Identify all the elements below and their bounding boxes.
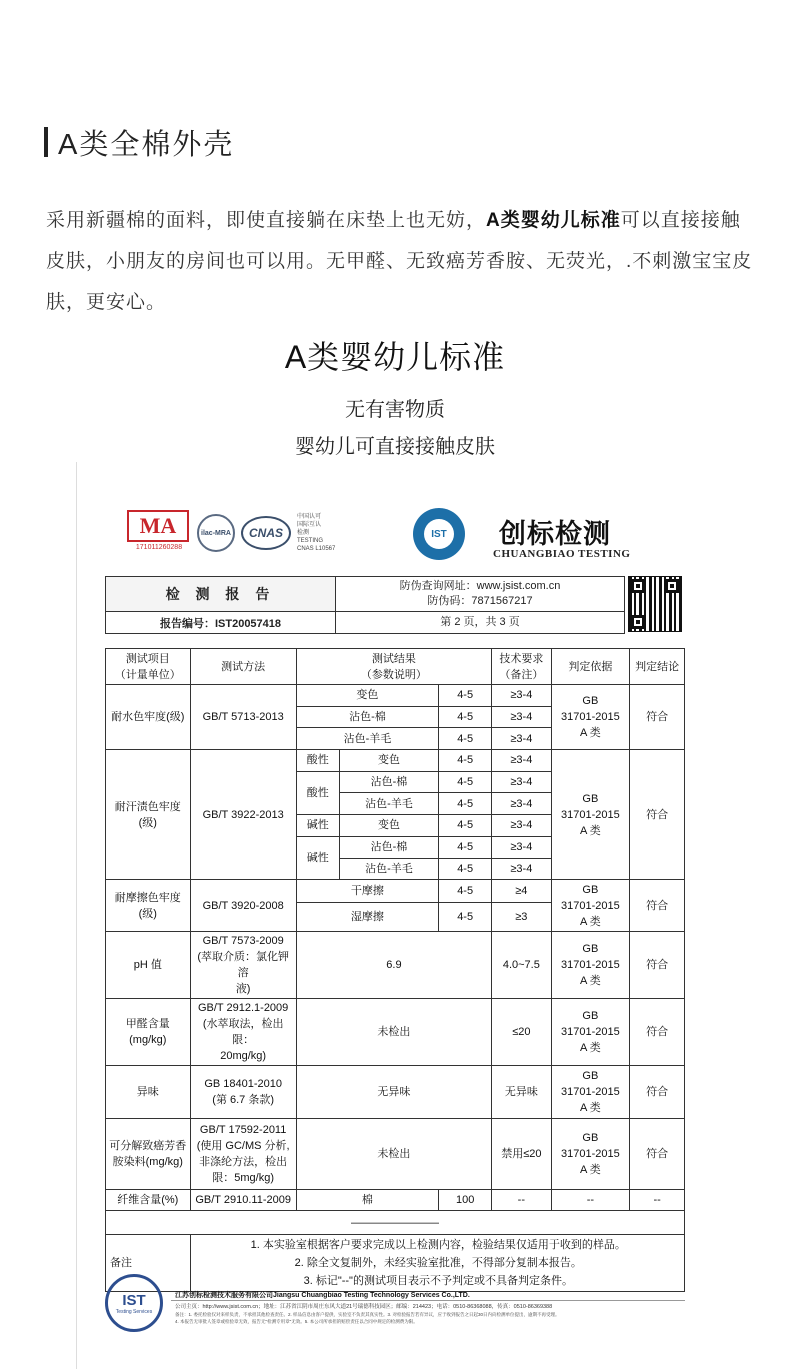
ist-seal-icon [105,1274,163,1332]
formaldehyde-requirement: ≤20 [492,999,551,1066]
fiber-basis: -- [551,1190,630,1211]
conclusion-cell: 符合 [630,1066,685,1119]
result-label: 沾色-羊毛 [339,793,438,815]
formaldehyde-item [106,999,191,1066]
sweat-item [106,750,191,880]
intro-bold: A类婴幼儿标准 [486,210,621,231]
cnas-text-line: CNAS L10567 [297,546,336,552]
test-report-image [76,462,716,1369]
result-value: 4-5 [439,771,492,793]
method-line: (水萃取法，检出限： [202,1018,284,1047]
fiber-item: 纤维含量(%) [106,1190,191,1211]
basis-line: 31701-2015 [561,1026,620,1039]
item-line: 胺染料(mg/kg) [112,1156,183,1169]
basis-line: GB [582,792,599,805]
table-row [106,685,685,707]
headline-subtitle-1: 无有害物质 [345,399,445,421]
result-label: 变色 [339,750,438,772]
method-line: 限：5mg/kg) [212,1172,275,1185]
basis-cell [551,750,630,880]
water-item: 耐水色牢度(级) [106,685,191,750]
basis-cell [551,932,630,999]
section-title-text: A类全棉外壳 [58,128,235,161]
basis-cell [551,880,630,932]
requirement-value: ≥3-4 [492,815,551,837]
ist-logo-text: IST [424,519,454,549]
method-line: (使用 GC/MS 分析, [196,1140,290,1153]
requirement-value: ≥3-4 [492,771,551,793]
item-line: 甲醛含量 [125,1018,170,1031]
table-row [106,1211,685,1235]
fine-print-line: 4. 本报告无审批人签章或检验章无效，报告无"检测专用章"无效。5. 本公司所承担的赔偿责任以合同中规定的检测费为限。 [175,1319,418,1324]
table-row [106,1119,685,1190]
acid-label: 酸性 [296,750,339,772]
alkali-label: 碱性 [296,836,339,879]
intro-paragraph [46,200,756,323]
method-line: (第 6.7 条款) [212,1094,275,1107]
requirement-value: ≥3-4 [492,728,551,750]
headline-title: A类婴幼儿标准 [284,339,506,375]
conclusion-cell: 符合 [630,1119,685,1190]
result-value: 4-5 [439,706,492,728]
basis-line: A 类 [579,1164,601,1177]
basis-line: GB [582,883,599,896]
basis-line: GB [582,943,599,956]
seal-text: IST [122,1291,146,1309]
sweat-method: GB/T 3922-2013 [190,750,296,880]
requirement-value: ≥3-4 [492,706,551,728]
amine-item [106,1119,191,1190]
odor-result: 无异味 [296,1066,491,1119]
odor-method [190,1066,296,1119]
requirement-value: ≥3-4 [492,793,551,815]
header-requirement [492,649,551,685]
table-row [106,880,685,903]
rub-method: GB/T 3920-2008 [190,880,296,932]
report-footer [105,1274,685,1338]
qr-corner [665,579,679,593]
result-label: 湿摩擦 [296,903,438,932]
ph-item: pH 值 [106,932,191,999]
header-conclusion: 判定结论 [630,649,685,685]
anti-fake-info [336,577,625,612]
test-results-table [105,648,685,1292]
footer-divider [171,1300,685,1301]
odor-item: 异味 [106,1066,191,1119]
basis-line: 31701-2015 [561,1148,620,1161]
ph-method [190,932,296,999]
qr-corner [631,615,645,629]
ist-logo-icon [413,508,465,560]
fine-print-line: 备注：1. 委托检验仅对来样负责，不承担其他检查责任。2. 样品信息由客户提供，实验室不负责其真实性。3. 对检验报告若有异议，应于收到报告之日起30日内向检测单位提出，逾期不再受理。 [175,1312,560,1317]
sweat-item-line: (级) [138,816,157,829]
basis-line: 31701-2015 [561,959,620,972]
basis-line: GB [582,1132,599,1145]
basis-line: GB [582,695,599,708]
requirement-value: ≥3-4 [492,685,551,707]
cnas-text [297,513,335,553]
rub-item-line: 耐摩擦色牢度 [114,891,181,904]
result-label: 沾色-羊毛 [339,858,438,880]
header-item-unit: （计量单位） [114,668,181,681]
amine-result: 未检出 [296,1119,491,1190]
qr-corner [631,579,645,593]
footer-address: 公司主页：http://www.jsist.com.cn；地址：江苏省江阴市周庄东风大道21号瑞德科技园区；邮编：214423；电话：0510-86368088，传真：0510-86369388 [175,1304,553,1310]
intro-text-2: 可以直接接触皮肤，小朋友的房间也可以用。无甲醛、无致癌芳香胺、无荧光，.不刺激宝宝皮肤，更安心。 [46,210,753,313]
seal-subtext: Testing Services [115,1308,153,1315]
requirement-value: ≥3 [492,903,551,932]
fiber-material: 棉 [296,1190,438,1211]
section-title [44,124,234,160]
result-label: 沾色-羊毛 [296,728,438,750]
result-value: 4-5 [439,903,492,932]
result-label: 干摩擦 [296,880,438,903]
cma-mark: MA [127,510,189,542]
report-number: 报告编号：IST20057418 [106,612,336,634]
method-line: GB/T 7573-2009 [202,935,284,948]
method-line: 液) [235,983,251,996]
method-line: 20mg/kg) [220,1050,267,1063]
basis-line: A 类 [579,1102,601,1115]
result-value: 4-5 [439,728,492,750]
requirement-value: ≥3-4 [492,858,551,880]
result-label: 变色 [339,815,438,837]
report-title: 检 测 报 告 [106,577,336,612]
conclusion-cell: 符合 [630,932,685,999]
page-number: 第 2 页，共 3 页 [336,612,625,634]
table-row [106,750,685,772]
note-2: 2. 除全文复制外，未经实验室批准，不得部分复制本报告。 [294,1257,582,1270]
conclusion-cell: 符合 [630,750,685,880]
method-line: GB 18401-2010 [204,1078,282,1091]
item-line: (mg/kg) [129,1034,167,1047]
cnas-text-line: TESTING [297,538,324,544]
footer-fine-print [175,1311,685,1325]
formaldehyde-method [190,999,296,1066]
cma-logo [127,510,191,556]
basis-cell [551,1066,630,1119]
result-label: 沾色-棉 [296,706,438,728]
conclusion-cell: 符合 [630,685,685,750]
result-value: 4-5 [439,750,492,772]
basis-line: 31701-2015 [561,711,620,724]
header-result-label: 测试结果 [371,652,416,665]
alkali-label: 碱性 [296,815,339,837]
end-divider: ———————— [106,1211,685,1235]
water-method: GB/T 5713-2013 [190,685,296,750]
basis-cell [551,1119,630,1190]
odor-requirement: 无异味 [492,1066,551,1119]
requirement-value: ≥4 [492,880,551,903]
result-label: 变色 [296,685,438,707]
method-line: GB/T 2912.1-2009 [197,1002,289,1015]
intro-text-1: 采用新疆棉的面料，即使直接躺在床垫上也无妨， [46,210,487,231]
cnas-text-line: 检测 [297,530,310,536]
basis-line: GB [582,1010,599,1023]
conclusion-cell: 符合 [630,880,685,932]
certification-logos [127,510,335,556]
result-label: 沾色-棉 [339,836,438,858]
basis-line: A 类 [579,915,601,928]
brand-name-en: CHUANGBIAO TESTING [493,548,631,560]
header-item-label: 测试项目 [125,652,170,665]
method-line: (萃取介质：氯化钾溶 [197,951,289,980]
anti-fake-url: 防伪查询网址：www.jsist.com.cn [399,580,561,592]
rub-item [106,880,191,932]
basis-cell [551,685,630,750]
sweat-item-line: 耐汗渍色牢度 [114,800,181,813]
basis-line: A 类 [579,1042,601,1055]
basis-line: GB [582,1070,599,1083]
requirement-value: ≥3-4 [492,750,551,772]
brand-name-cn: 创标检测 [499,519,611,549]
fiber-requirement: -- [492,1190,551,1211]
amine-requirement: 禁用≤20 [492,1119,551,1190]
result-value: 4-5 [439,815,492,837]
method-line: GB/T 17592-2011 [199,1124,287,1137]
report-header-table [105,576,625,634]
table-row [106,999,685,1066]
header-item [106,649,191,685]
result-label: 沾色-棉 [339,771,438,793]
method-line: 非涤纶方法，检出 [199,1156,288,1169]
basis-line: 31701-2015 [561,899,620,912]
ph-result: 6.9 [296,932,491,999]
result-value: 4-5 [439,858,492,880]
cnas-text-line: 中国认可 [297,514,322,520]
header-basis: 判定依据 [551,649,630,685]
ph-requirement: 4.0~7.5 [492,932,551,999]
conclusion-cell: 符合 [630,999,685,1066]
basis-line: A 类 [579,727,601,740]
header-result [296,649,491,685]
basis-line: 31701-2015 [561,808,620,821]
title-accent-bar [44,127,48,157]
footer-company: 江苏创标检测技术服务有限公司Jiangsu Chuangbiao Testing Technology Services Co.,LTD. [175,1292,470,1299]
table-row [106,932,685,999]
result-value: 4-5 [439,793,492,815]
table-row [106,1190,685,1211]
note-1: 1. 本实验室根据客户要求完成以上检测内容，检验结果仅适用于收到的样品。 [250,1239,626,1252]
acid-label: 酸性 [296,771,339,814]
basis-line: 31701-2015 [561,1086,620,1099]
headline-subtitle-2: 婴幼儿可直接接触皮肤 [295,436,495,458]
cnas-logo: CNAS [241,516,291,550]
header-requirement-label: 技术要求 [499,652,544,665]
result-value: 4-5 [439,880,492,903]
qr-code-icon [628,576,682,632]
rub-item-line: (级) [138,907,157,920]
fiber-conclusion: -- [630,1190,685,1211]
basis-cell [551,999,630,1066]
header-requirement-note: （备注） [499,668,544,681]
result-value: 4-5 [439,685,492,707]
basis-line: A 类 [579,975,601,988]
fiber-method: GB/T 2910.11-2009 [190,1190,296,1211]
basis-line: A 类 [579,824,601,837]
ilac-mra-logo: ilac-MRA [197,514,235,552]
note-3: 3. 标记"--"的测试项目表示不予判定或不具备判定条件。 [303,1275,573,1288]
item-line: 可分解致癌芳香 [109,1140,187,1153]
notes-label: 备注 [106,1235,191,1292]
header-method: 测试方法 [190,649,296,685]
table-row [106,1066,685,1119]
formaldehyde-result: 未检出 [296,999,491,1066]
result-value: 4-5 [439,836,492,858]
requirement-value: ≥3-4 [492,836,551,858]
fiber-value: 100 [439,1190,492,1211]
anti-fake-code: 防伪码：7871567217 [427,595,533,607]
amine-method [190,1119,296,1190]
cma-number: 171011260288 [135,544,183,551]
cnas-text-line: 国际互认 [297,522,322,528]
header-result-note: （参数说明） [360,668,427,681]
